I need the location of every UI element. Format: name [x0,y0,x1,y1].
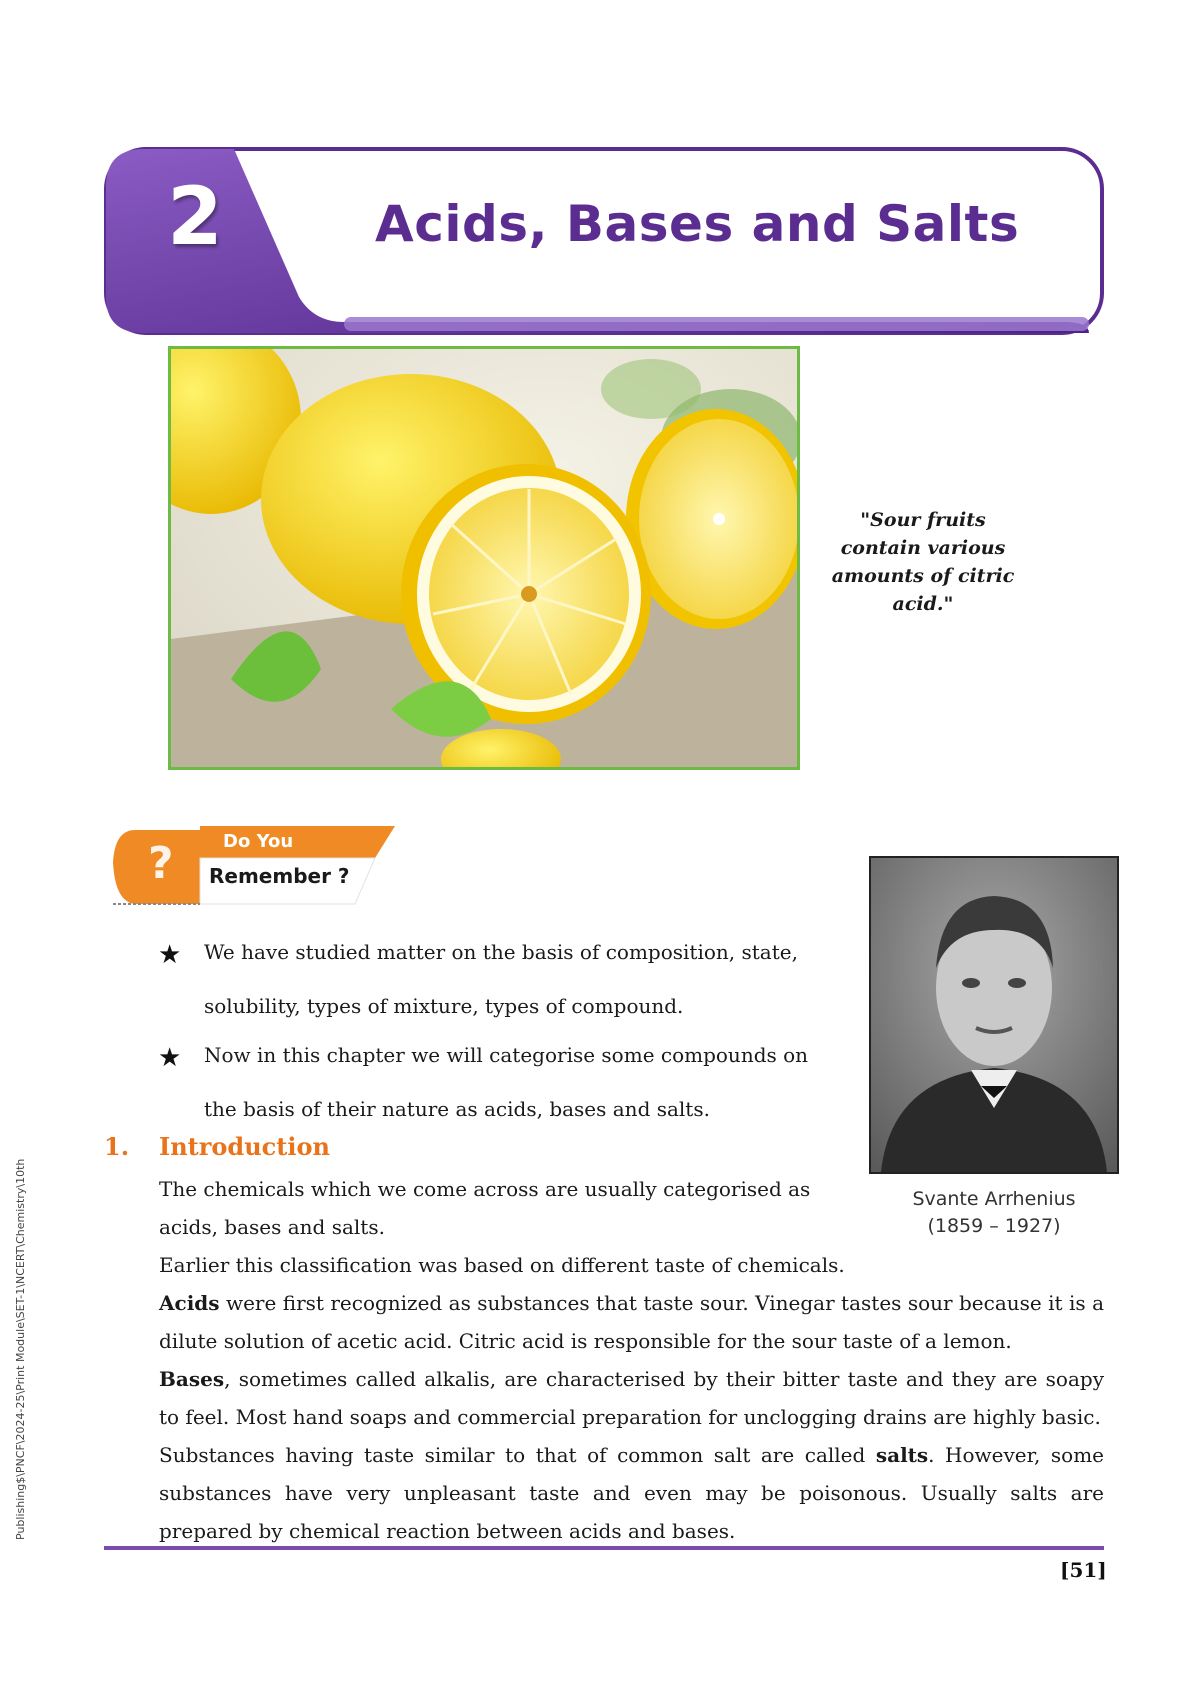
remember-label: Remember ? [209,864,350,888]
page-number: [51] [1060,1558,1107,1582]
photo-quote: "Sour fruits contain various amounts of citric acid." [831,509,1015,615]
bullet-line: the basis of their nature as acids, bases and salts. [204,1097,710,1121]
bullet-item [204,1028,852,1136]
arrhenius-portrait [869,856,1119,1174]
intro-line: The chemicals which we come across are usually categorised as [159,1177,811,1201]
section-number: 1. [104,1132,130,1161]
portrait-name: Svante Arrhenius [912,1188,1076,1210]
acids-term: Acids [159,1291,220,1315]
question-mark-icon: ? [148,838,174,889]
section-title: Introduction [159,1132,330,1161]
bullet-line: Now in this chapter we will categorise some compounds on [204,1043,809,1067]
do-you-label: Do You [223,831,294,852]
side-file-path: Publishing$\PNCF\2024-25\Print Module\SET-1\NCERT\Chemistry\10th [14,1158,27,1540]
intro-line: acids, bases and salts. [159,1215,385,1239]
star-bullet-icon: ★ [158,1043,182,1073]
bullet-line: solubility, types of mixture, types of compound. [204,994,684,1018]
salts-text-start: Substances having taste similar to that of common salt are called [159,1443,876,1467]
star-bullet-icon: ★ [158,940,182,970]
portrait-years: (1859 – 1927) [927,1215,1061,1237]
acids-text: were first recognized as substances that taste sour. Vinegar tastes sour because it is a dilute solution of acetic acid. Citric acid is responsible for the sour taste of a lemon. [159,1291,1104,1353]
chapter-title: Acids, Bases and Salts [375,195,1020,253]
chapter-number: 2 [167,170,223,263]
intro-paragraph [159,1170,852,1246]
acids-paragraph [159,1284,1104,1360]
bottom-rule [104,1546,1104,1550]
portrait-caption [880,1186,1108,1240]
salts-text: . However, some substances have very unpleasant taste and even may be poisonous. Usually salts are prepared by chemical reaction between acids and bases. [159,1443,1104,1543]
salts-paragraph [159,1436,1104,1550]
bases-paragraph [159,1360,1104,1436]
bases-term: Bases [159,1367,225,1391]
bases-text: , sometimes called alkalis, are characterised by their bitter taste and they are soapy to feel. Most hand soaps and commercial preparation for unclogging drains are highly basic. [159,1367,1104,1429]
bullet-line: We have studied matter on the basis of composition, state, [204,940,798,964]
lemon-photo [168,346,800,770]
salts-term: salts [875,1443,929,1467]
classification-paragraph: Earlier this classification was based on different taste of chemicals. [159,1253,845,1277]
bullet-item [204,925,852,1033]
